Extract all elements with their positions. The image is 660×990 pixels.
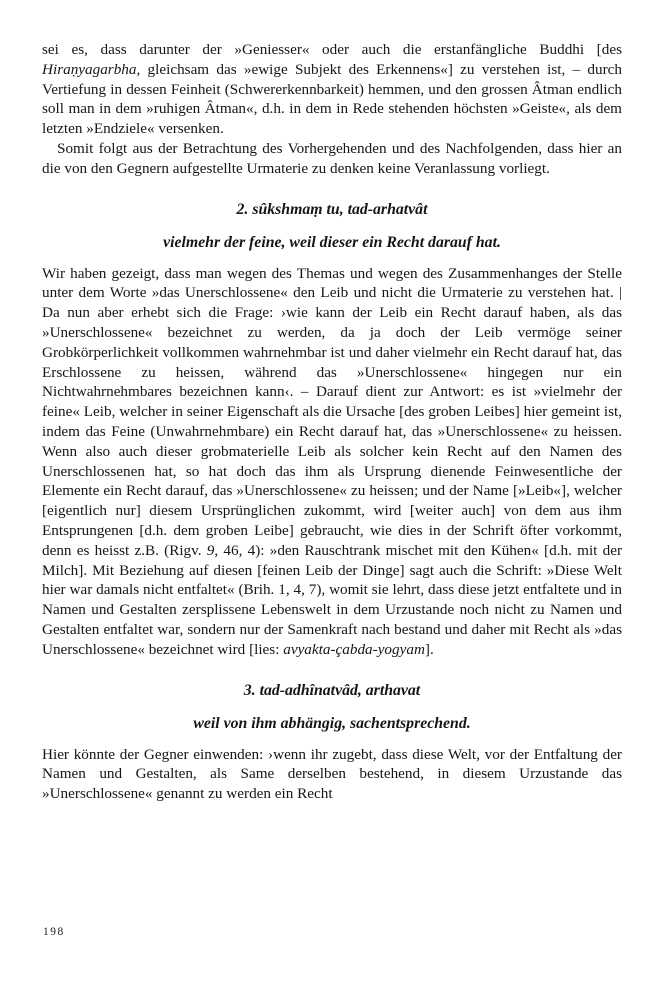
sutra-2-german-heading: vielmehr der feine, weil dieser ein Recht darauf hat. — [163, 233, 501, 251]
text-segment: Wir haben gezeigt, dass man wegen des Themas und wegen des Zusammenhanges der Stelle unter dem Worte »das Unerschlossene« den Leib und nicht die Urmaterie zu verstehen hat. | Da nun aber erhebt sich die Frage: ›wie kann der Leib ein Recht darauf haben, als das »Unerschlossene« bezeichnet zu werden, da ja doch der Leib vermöge seiner Grobkörperlichkeit vollkommen wahrnehmbar ist und daher vielmehr ein Recht darauf hat, das Erschlossene zu heissen, während das »Unerschlossene« hingegen nur ein Nichtwahrnehmbares bezeichnen kann‹. – Darauf dient zur Antwort: es ist »vielmehr der feine« Leib, welcher in seiner Eigenschaft als die Ursache [des groben Leibes] hier gemeint ist, indem das Feine (Unwahrnehmbare) ein Recht darauf hat, das »Unerschlossene« zu heissen. Wenn also auch dieser grobmaterielle Leib als solcher kein Recht auf den Namen des Unerschlossenen hat, so hat doch das ihm als Ursprung dienende Feinwesentliche der Elemente ein Recht darauf, das »Unerschlossene« zu heissen; und der Name [»Leib«], welcher [eigentlich nur] diesem Ursprünglichen zukommt, wird [weiter auch] von dem aus ihm Entsprungenen [d.h. dem groben Leibe] gebraucht, wie dies in der Schrift öfter vorkommt, denn es heisst z.B. (Rigv. — [42, 264, 622, 559]
text-segment: Somit folgt aus der Betrachtung des Vorhergehenden und des Nachfolgenden, dass hier an die von den Gegnern aufgestellte Urmaterie zu denken keine Veranlassung vorliegt. — [42, 139, 622, 177]
paragraph-somit — [42, 139, 622, 179]
paragraph-commentary-sutra-3 — [42, 745, 622, 804]
italic-term: Hiraṇyagarbha, — [42, 60, 141, 78]
sutra-3-sanskrit-heading: 3. tad-adhînatvâd, arthavat — [243, 681, 421, 699]
text-block — [42, 40, 622, 804]
sutra-3-german-heading: weil von ihm abhängig, sachentsprechend. — [193, 714, 471, 732]
text-segment: Hier könnte der Gegner einwenden: ›wenn ihr zugebt, dass diese Welt, vor der Entfaltung der Namen und Gestalten, als Same derselben bestehend, in diesem Urzustande das »Unerschlossene« genannt zu werden ein Recht — [42, 745, 622, 803]
paragraph-commentary-sutra-2 — [42, 264, 622, 660]
text-segment: gleichsam das »ewige Subjekt des Erkennens«] zu verstehen ist, – durch Vertiefung in dessen Feinheit (Schwererkennbarkeit) hemmen, und den grossen Âtman endlich soll man in dem »ruhigen Âtman«, d.h. in dem in Rede stehenden höchsten »Geiste«, als dem letzten »Endziele« versenken. — [42, 60, 622, 138]
page-number: 198 — [43, 926, 65, 938]
text-segment: sei es, dass darunter der »Geniesser« oder auch die erstanfängliche Buddhi [des — [42, 41, 622, 58]
sutra-2-sanskrit-heading: 2. sûkshmaṃ tu, tad-arhatvât — [236, 200, 428, 218]
text-segment: , 46, 4): »den Rauschtrank mischet mit den Kühen« [d.h. mit der Milch]. Mit Beziehung auf diesen [feinen Leib der Dinge] sagt auch die Schrift: »Diese Welt hier war damals nicht entfaltet« (Brih. 1, 4, 7), womit sie lehrt, dass diese jetzt entfaltete und in Namen und Gestalten zersplissene Lebenswelt in dem Urzustande noch nicht zu Namen und Gestalten entfaltet war, sondern nur der Samenkraft nach bestand und daher mit Recht als »das Unerschlossene« bezeichnet wird [lies: — [42, 541, 623, 658]
text-segment: ]. — [424, 640, 434, 658]
italic-term: 9 — [206, 541, 215, 559]
italic-term: avyakta-çabda-yogyam — [283, 640, 425, 658]
paragraph-continuation — [42, 40, 622, 139]
